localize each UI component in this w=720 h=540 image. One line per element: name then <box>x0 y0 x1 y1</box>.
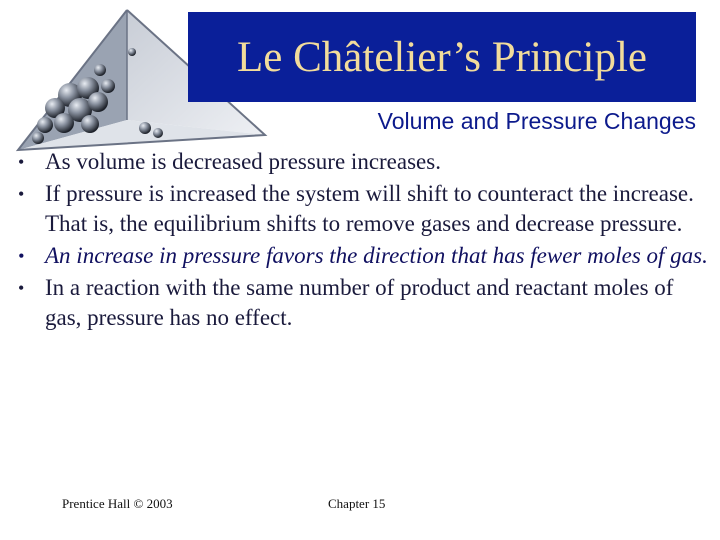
footer-copyright: Prentice Hall © 2003 <box>62 496 173 511</box>
bullet-glyph: • <box>18 278 25 298</box>
bullet-list <box>18 147 708 335</box>
bullet-glyph: • <box>18 246 25 266</box>
bullet-item-emphasized <box>18 241 708 271</box>
title-banner <box>188 12 696 102</box>
bullet-item <box>18 273 708 333</box>
footer-chapter: Chapter 15 <box>328 496 386 511</box>
slide-subtitle: Volume and Pressure Changes <box>377 108 696 134</box>
bullet-glyph: • <box>18 184 25 204</box>
bullet-text: If pressure is increased the system will shift to counteract the increase. That is, the equilibrium shifts to remove gases and decrease pressure. <box>45 181 694 236</box>
bullet-glyph: • <box>18 152 25 172</box>
slide-title: Le Châtelier’s Principle <box>237 33 647 81</box>
bullet-text: As volume is decreased pressure increases. <box>45 149 441 174</box>
bullet-item <box>18 147 708 177</box>
bullet-text: In a reaction with the same number of product and reactant moles of gas, pressure has no effect. <box>45 275 674 330</box>
bullet-item <box>18 179 708 239</box>
bullet-text: An increase in pressure favors the direction that has fewer moles of gas. <box>45 243 708 268</box>
